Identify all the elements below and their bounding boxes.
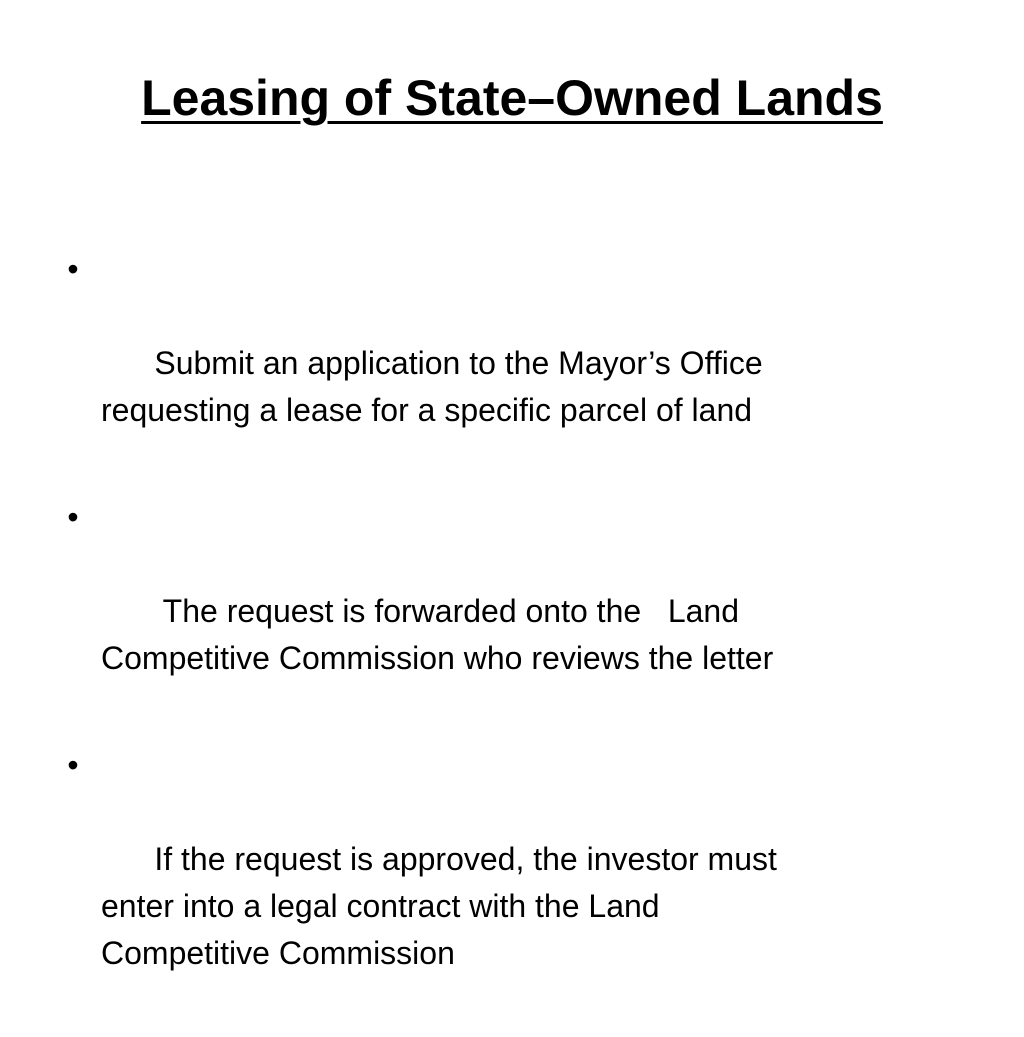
bullet-item-approved (58, 742, 958, 1024)
slide-title: Leasing of State–Owned Lands (141, 70, 883, 126)
bullet-item-forwarded (58, 494, 958, 729)
bullet-icon: • (67, 251, 79, 287)
bullet-text: If the request is approved, the investor must enter into a legal contract with the Land Competitive Commission (101, 841, 777, 971)
bullet-list (58, 246, 958, 1037)
bullet-icon: • (67, 747, 79, 783)
bullet-text: The request is forwarded onto the Land Competitive Commission who reviews the letter (101, 593, 774, 676)
bullet-text: Submit an application to the Mayor’s Office requesting a lease for a specific parcel of land (101, 345, 763, 428)
bullet-icon: • (67, 499, 79, 535)
bullet-item-application (58, 246, 958, 481)
